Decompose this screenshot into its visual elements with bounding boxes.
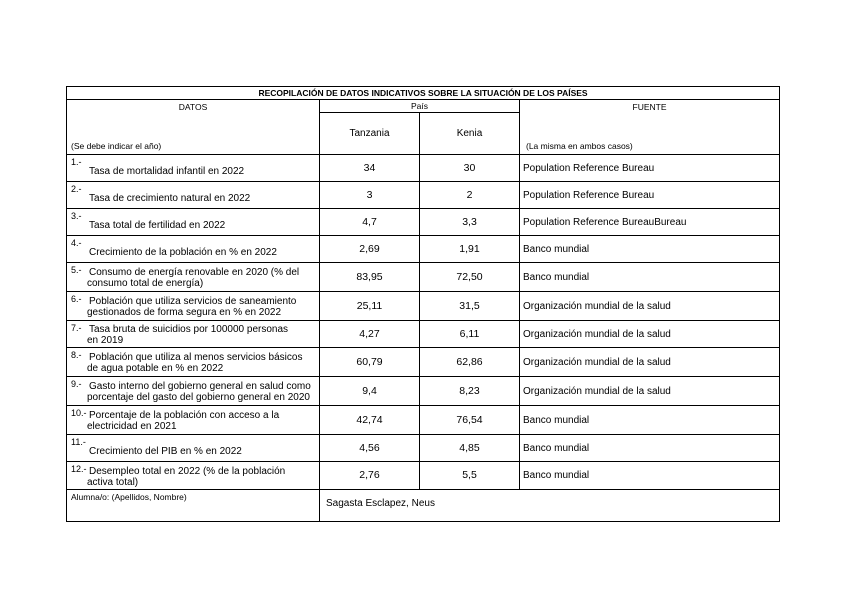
indicator-number: 6.- [71,294,82,304]
indicator-cell [67,292,320,321]
source-cell: Organización mundial de la salud [520,377,780,406]
table-row [67,348,780,377]
value-tanzania: 34 [320,155,420,182]
table-title: RECOPILACIÓN DE DATOS INDICATIVOS SOBRE LA SITUACIÓN DE LOS PAÍSES [67,87,780,100]
table-row [67,209,780,236]
value-tanzania: 42,74 [320,406,420,435]
value-tanzania: 60,79 [320,348,420,377]
table-row [67,435,780,462]
indicator-cell [67,236,320,263]
table-row [67,321,780,348]
value-tanzania: 3 [320,182,420,209]
indicator-cell [67,377,320,406]
value-kenia: 8,23 [420,377,520,406]
indicator-cell [67,263,320,292]
footer-row [67,490,780,522]
fuente-header [520,100,780,155]
indicator-cell [67,182,320,209]
indicator-label: Población que utiliza al menos servicios básicos [89,352,303,363]
table-row [67,462,780,490]
table-row [67,263,780,292]
country-tanzania-header: Tanzania [320,113,420,155]
indicator-number: 11.- [71,437,86,447]
indicator-label-line2: electricidad en 2021 [87,421,177,432]
student-name: Sagasta Esclapez, Neus [320,490,780,522]
source-cell: Banco mundial [520,406,780,435]
indicator-label-line2: de agua potable en % en 2022 [87,363,224,374]
value-tanzania: 4,7 [320,209,420,236]
indicator-number: 4.- [71,238,82,248]
source-cell: Population Reference Bureau [520,155,780,182]
value-kenia: 3,3 [420,209,520,236]
datos-label: DATOS [178,102,208,112]
value-kenia: 30 [420,155,520,182]
indicator-number: 5.- [71,265,82,275]
indicator-label: Consumo de energía renovable en 2020 (% del [89,267,300,278]
indicator-label: Tasa de mortalidad infantil en 2022 [89,165,245,177]
indicator-label: Crecimiento del PIB en % en 2022 [89,445,242,457]
indicator-number: 8.- [71,350,82,360]
value-kenia: 62,86 [420,348,520,377]
indicator-number: 10.- [71,408,87,418]
value-kenia: 4,85 [420,435,520,462]
source-cell: Population Reference BureauBureau [520,209,780,236]
value-kenia: 72,50 [420,263,520,292]
table-row [67,182,780,209]
indicator-label: Tasa bruta de suicidios por 100000 personas [89,324,289,335]
value-kenia: 31,5 [420,292,520,321]
indicator-label-line2: en 2019 [87,335,124,346]
value-tanzania: 25,11 [320,292,420,321]
indicator-label: Desempleo total en 2022 (% de la población [89,465,286,477]
indicator-number: 9.- [71,379,82,389]
indicator-cell [67,462,320,490]
indicator-label-line2: consumo total de energía) [87,278,204,289]
value-kenia: 76,54 [420,406,520,435]
indicator-number: 7.- [71,323,82,333]
value-tanzania: 2,76 [320,462,420,490]
indicator-number: 12.- [71,464,87,474]
table-row [67,377,780,406]
student-label: Alumna/o: (Apellidos, Nombre) [67,490,320,522]
datos-header [67,100,320,155]
source-cell: Organización mundial de la salud [520,292,780,321]
source-cell: Banco mundial [520,236,780,263]
value-kenia: 6,11 [420,321,520,348]
source-cell: Banco mundial [520,435,780,462]
source-cell: Population Reference Bureau [520,182,780,209]
value-tanzania: 4,27 [320,321,420,348]
indicator-cell [67,406,320,435]
source-cell: Banco mundial [520,263,780,292]
indicator-label: Gasto interno del gobierno general en salud como [89,381,311,392]
indicator-number: 1.- [71,157,82,167]
source-cell: Organización mundial de la salud [520,348,780,377]
value-tanzania: 4,56 [320,435,420,462]
value-kenia: 1,91 [420,236,520,263]
table-row [67,406,780,435]
indicator-cell [67,348,320,377]
value-tanzania: 83,95 [320,263,420,292]
indicator-label: Tasa total de fertilidad en 2022 [89,219,226,231]
indicator-label-line2: gestionados de forma segura en % en 2022 [87,307,282,318]
datos-note: (Se debe indicar el año) [71,141,162,151]
indicator-label: Población que utiliza servicios de saneamiento [89,296,297,307]
data-table [66,86,780,522]
indicator-label: Tasa de crecimiento natural en 2022 [89,192,251,204]
source-cell: Organización mundial de la salud [520,321,780,348]
source-cell: Banco mundial [520,462,780,490]
indicator-number: 3.- [71,211,82,221]
indicator-label-line2: porcentaje del gasto del gobierno general en 2020 [87,392,310,403]
value-kenia: 5,5 [420,462,520,490]
table-row [67,155,780,182]
indicator-cell [67,321,320,348]
fuente-label: FUENTE [632,102,667,112]
indicator-label: Porcentaje de la población con acceso a la [89,410,280,421]
indicator-label: Crecimiento de la población en % en 2022 [89,246,277,258]
country-kenia-header: Kenia [420,113,520,155]
pais-header: País [320,100,520,113]
value-tanzania: 9,4 [320,377,420,406]
table-row [67,236,780,263]
value-kenia: 2 [420,182,520,209]
indicator-cell [67,155,320,182]
value-tanzania: 2,69 [320,236,420,263]
indicator-cell [67,209,320,236]
indicator-number: 2.- [71,184,82,194]
indicator-label-line2: activa total) [87,476,139,488]
table-row [67,292,780,321]
fuente-note: (La misma en ambos casos) [526,141,633,151]
indicator-cell [67,435,320,462]
